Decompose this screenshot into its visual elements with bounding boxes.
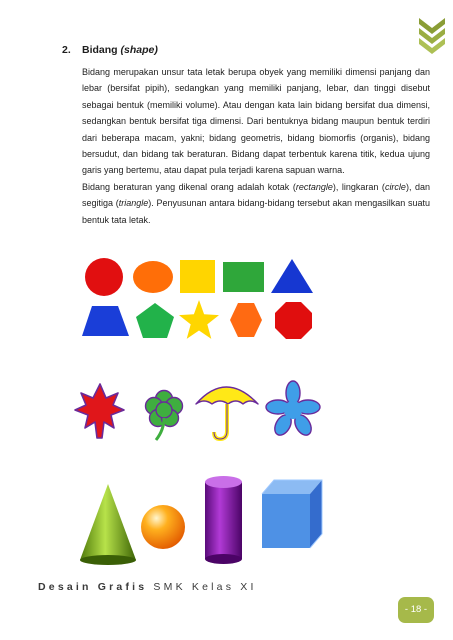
green-clover-leaf [146, 391, 183, 441]
paragraph-2-text: ), lingkaran ( [332, 181, 385, 192]
orange-sphere [141, 505, 185, 549]
footer-title [38, 581, 257, 593]
blue-trapezoid [82, 306, 129, 336]
green-cone [80, 484, 136, 565]
yellow-square [180, 260, 215, 293]
section-title: Bidang [82, 44, 118, 56]
blue-cube [262, 480, 322, 548]
section-number: 2. [62, 44, 71, 56]
orange-hexagon [230, 303, 262, 337]
footer-title-rest: SMK Kelas XI [147, 581, 257, 593]
yellow-star [179, 300, 219, 339]
paragraph-2-text: Bidang beraturan yang dikenal orang adalah kotak ( [82, 181, 296, 192]
term-circle: circle [384, 181, 406, 192]
red-maple-leaf [75, 384, 124, 438]
blue-flower [266, 381, 320, 438]
paragraph-1: Bidang merupakan unsur tata letak berupa obyek yang memiliki dimensi panjang dan lebar (bersifat pipih), sedangkan yang memiliki panjang, lebar, dan tinggi disebut sebagai bentuk (memiliki volume). Atau dengan kata lain bidang bersifat dua dimensi, sedangkan bentuk bersifat tiga dimensi. Dari bentuknya bidang maupun bentuk terdiri dari beberapa macam, yakni; bidang geometris, bidang biomorfis (organis), bidang bersudut, dan bidang tak beraturan. Bidang dapat terbentuk karena titik, kedua ujung garis yang bertemu, atau dapat pula terjadi karena sapuan warna. [82, 67, 430, 176]
term-rectangle: rectangle [295, 181, 333, 192]
blue-triangle [271, 259, 313, 293]
red-octagon [275, 302, 312, 339]
red-circle [85, 258, 123, 296]
paragraph-2-text: ), dan segitiga ( [82, 181, 430, 209]
paragraph-2-text: ). Penyusunan antara bidang-bidang tersebut akan mengasilkan suatu bentuk tata letak. [82, 198, 430, 225]
green-pentagon [136, 303, 174, 338]
page-number-badge: - 18 - [398, 597, 434, 623]
footer-title-bold: Desain Grafis [38, 581, 148, 593]
purple-cylinder [205, 476, 242, 564]
green-rectangle [223, 262, 264, 292]
yellow-umbrella [196, 387, 258, 439]
orange-ellipse [133, 261, 173, 293]
term-triangle: triangle [118, 198, 149, 209]
section-title-english: (shape) [120, 44, 158, 56]
